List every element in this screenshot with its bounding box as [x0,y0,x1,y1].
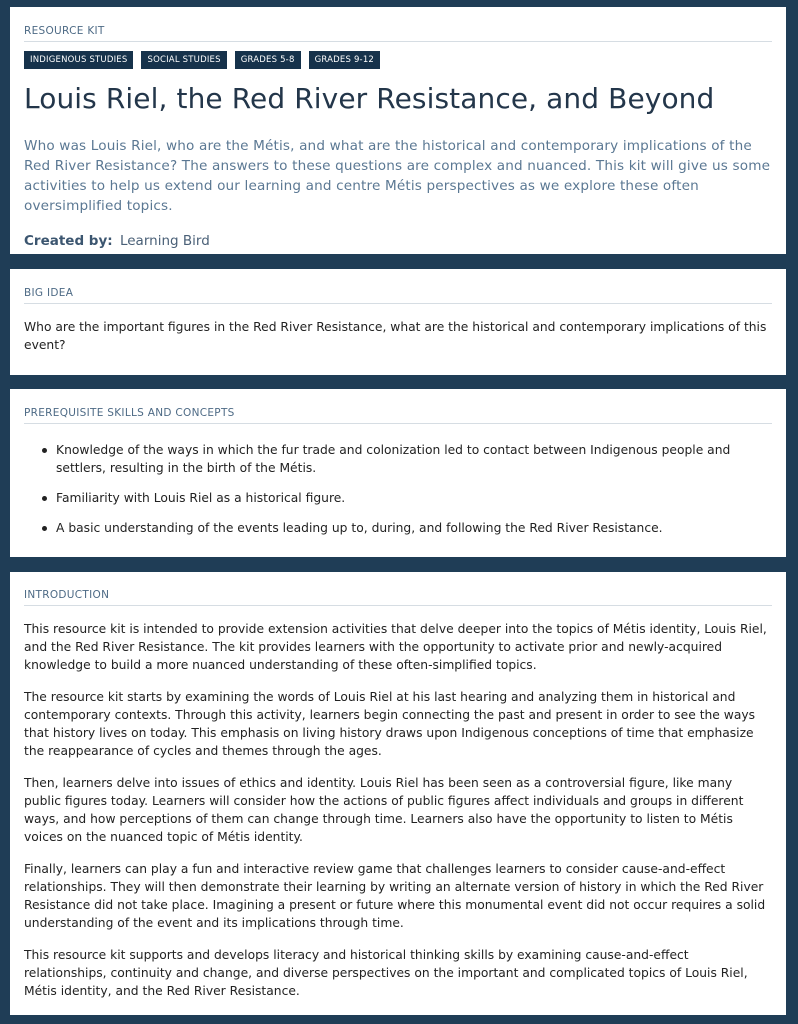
list-item-text: Familiarity with Louis Riel as a historical figure. [56,491,346,505]
introduction-card [10,572,786,1015]
introduction-paragraph: Finally, learners can play a fun and interactive review game that challenges learners to consider cause-and-effect relationships. They will then demonstrate their learning by writing an alternate version of history in which the Red River Resistance did not take place. Imagining a present or future where this monumental event did not occur requires a solid understanding of the event and its implications through time. [24,862,766,930]
introduction-label: INTRODUCTION [24,588,772,606]
kit-description: Who was Louis Riel, who are the Métis, and what are the historical and contemporary implications of the Red River Resistance? The answers to these questions are complex and nuanced. This kit will give us some activities to help us extend our learning and centre Métis perspectives as we explore these often oversimplified topics. [24,137,771,214]
prerequisite-skills-label: PREREQUISITE SKILLS AND CONCEPTS [24,406,772,424]
big-idea-text: Who are the important figures in the Red River Resistance, what are the historical and contemporary implications of this event? [24,320,767,352]
resource-kit-label: RESOURCE KIT [24,24,772,42]
big-idea-label: BIG IDEA [24,286,772,304]
tag-grades-9-12[interactable]: GRADES 9-12 [309,51,380,69]
prerequisite-skills-card [10,389,786,557]
bullet-icon [42,496,47,501]
introduction-paragraph: This resource kit is intended to provide extension activities that delve deeper into the topics of Métis identity, Louis Riel, and the Red River Resistance. The kit provides learners with the opportunity to activate prior and newly-acquired knowledge to build a more nuanced understanding of these often-simplified topics. [24,622,767,672]
resource-kit-header-card [10,7,786,254]
big-idea-card [10,269,786,375]
prerequisite-list [24,441,772,537]
introduction-body [24,620,772,1000]
bullet-icon [42,448,47,453]
tag-indigenous-studies[interactable]: INDIGENOUS STUDIES [24,51,133,69]
introduction-paragraph: Then, learners delve into issues of ethics and identity. Louis Riel has been seen as a controversial figure, like many public figures today. Learners will consider how the actions of public figures affect individuals and groups in different ways, and how perceptions of them can change through time. Learners also have the opportunity to listen to Métis voices on the nuanced topic of Métis identity. [24,776,744,844]
list-item-text: Knowledge of the ways in which the fur trade and colonization led to contact between Indigenous people and settlers, resulting in the birth of the Métis. [56,443,731,475]
bullet-icon [42,526,47,531]
list-item [24,489,772,507]
introduction-paragraph: This resource kit supports and develops literacy and historical thinking skills by examining cause-and-effect relationships, continuity and change, and diverse perspectives on the important and complicated topics of Louis Riel, Métis identity, and the Red River Resistance. [24,948,748,998]
tag-list [24,51,772,69]
list-item-text: A basic understanding of the events leading up to, during, and following the Red River Resistance. [56,521,663,535]
created-by-label: Created by: [24,232,113,249]
introduction-paragraph: The resource kit starts by examining the words of Louis Riel at his last hearing and analyzing them in historical and contemporary contexts. Through this activity, learners begin connecting the past and present in order to see the ways that history lives on today. This emphasis on living history draws upon Indigenous conceptions of time that emphasize the reappearance of cycles and themes through the ages. [24,690,756,758]
list-item [24,441,772,477]
created-by [24,232,772,250]
tag-social-studies[interactable]: SOCIAL STUDIES [141,51,226,69]
tag-grades-5-8[interactable]: GRADES 5-8 [235,51,301,69]
page-title: Louis Riel, the Red River Resistance, and Beyond [24,82,715,115]
created-by-value: Learning Bird [119,232,210,249]
list-item [24,519,772,537]
